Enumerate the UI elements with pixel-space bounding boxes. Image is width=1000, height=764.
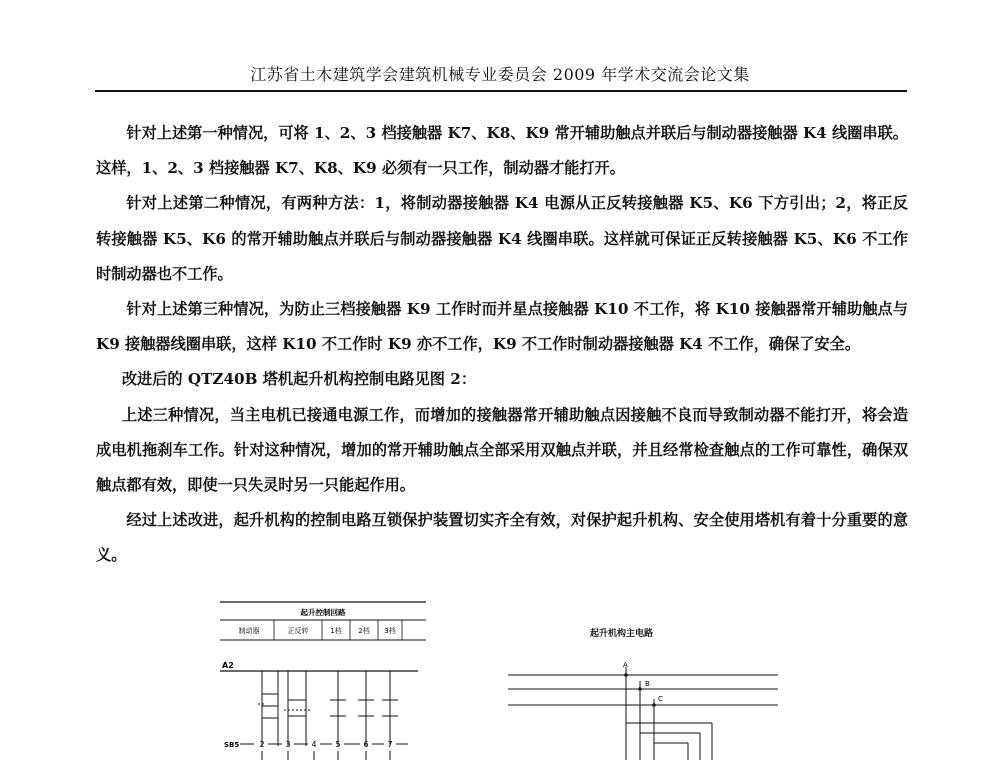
node-6: 6 (363, 740, 369, 749)
bus-label: A2 (222, 661, 234, 670)
running-header: 江苏省土木建筑学会建筑机械专业委员会 2009 年学术交流会论文集 (250, 65, 750, 84)
main-circuit-title: 起升机构主电路 (590, 629, 654, 639)
node-5: 5 (335, 740, 341, 749)
main-circuit-diagram (500, 615, 800, 760)
paragraph-6: 经过上述改进，起升机构的控制电路互锁保护装置切实齐全有效，对保护起升机构、安全使用塔机有着十分重要的意义。 (96, 511, 908, 565)
control-branches (258, 671, 398, 746)
node-4: 4 (311, 740, 317, 749)
control-circuit-title: 起升控制回路 (300, 608, 346, 617)
node-7: 7 (387, 740, 393, 749)
paragraph-4: 改进后的 QTZ40B 塔机起升机构控制电路见图 2： (121, 370, 477, 389)
paragraph-1: 针对上述第一种情况，可将 1、2、3 档接触器 K7、K8、K9 常开辅助触点并联后与制动器接触器 K4 线圈串联。这样，1、2、3 档接触器 K7、K8、K9 必须有一只工作，制动器才能打开。 (96, 124, 908, 178)
body-text (96, 116, 908, 574)
phase-b-label: B (645, 680, 650, 688)
node-3: 3 (285, 740, 291, 749)
control-circuit-figure (218, 596, 428, 760)
node-2: 2 (259, 740, 265, 749)
col-brake: 制动器 (238, 627, 260, 635)
phase-c-label: C (658, 695, 663, 703)
control-circuit-diagram (218, 596, 428, 760)
paragraph-2: 针对上述第二种情况，有两种方法：1，将制动器接触器 K4 电源从正反转接触器 K5、K6 下方引出；2，将正反转接触器 K5、K6 的常开辅助触点并联后与制动器接触器 K4 线圈串联。这样就可保证正反转接触器 K5、K6 不工作时制动器也不工作。 (96, 194, 908, 283)
main-circuit-figure (500, 615, 800, 760)
col-gear-3: 3档 (384, 627, 396, 635)
paragraph-5: 上述三种情况，当主电机已接通电源工作，而增加的接触器常开辅助触点因接触不良而导致制动器不能打开，将会造成电机拖刹车工作。针对这种情况，增加的常开辅助触点全部采用双触点并联，并且经常检查触点的工作可靠性，确保双触点都有效，即使一只失灵时另一只能起作用。 (96, 405, 908, 495)
terminal-stubs (262, 751, 390, 760)
phase-a-label: A (623, 661, 628, 669)
col-gear-2: 2档 (358, 627, 370, 635)
paragraph-3: 针对上述第三种情况，为防止三档接触器 K9 工作时而并星点接触器 K10 不工作，将 K10 接触器常开辅助触点与 K9 接触器线圈串联，这样 K10 不工作时 K9 亦不工作，K9 不工作时制动器接触器 K4 不工作，确保了安全。 (96, 300, 908, 354)
header-rule (95, 90, 907, 92)
col-forward-reverse: 正反转 (287, 627, 309, 635)
col-gear-1: 1档 (330, 627, 342, 635)
switch-label: SB5 (224, 741, 240, 749)
